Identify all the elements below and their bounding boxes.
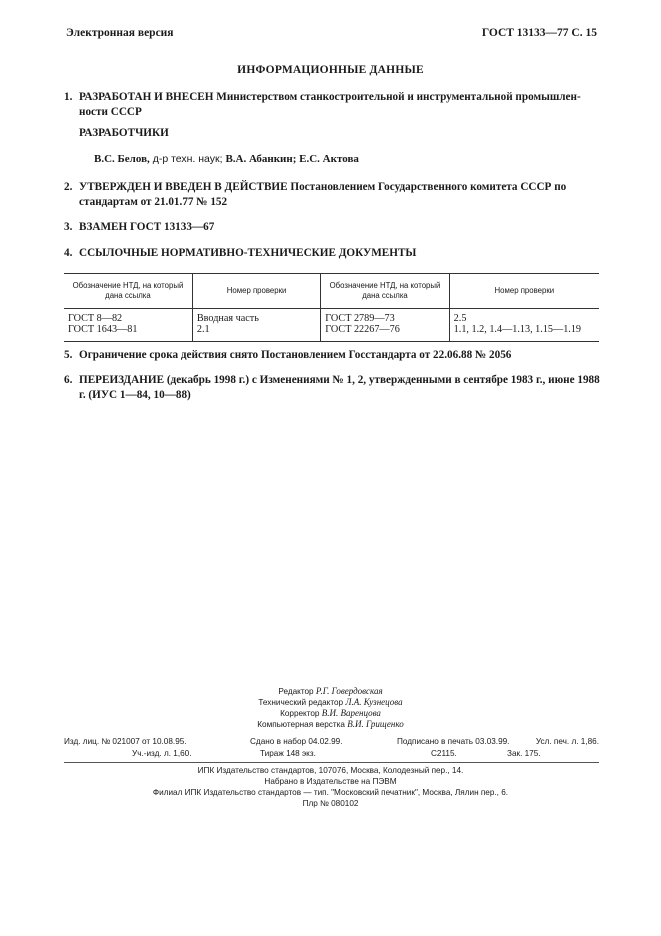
developer-name: В.С. Белов, <box>94 153 150 165</box>
publication-field: С2115. <box>431 749 457 758</box>
section-4 <box>64 246 604 261</box>
credit-label: Редактор <box>278 687 316 696</box>
credit-label: Компьютерная верстка <box>257 720 348 729</box>
publication-field: Подписано в печать 03.03.99. <box>397 737 510 746</box>
publication-field: Зак. 175. <box>507 749 541 758</box>
developers-list <box>94 153 359 165</box>
section-3 <box>64 220 604 235</box>
cell-line: 1.1, 1.2, 1.4—1.13, 1.15—1.19 <box>453 324 582 335</box>
typeset-note: Набрано в Издательстве на ПЭВМ <box>264 777 397 786</box>
section-1 <box>64 90 604 120</box>
license-number: Плр № 080102 <box>302 799 359 808</box>
section-number: 4. <box>64 247 73 259</box>
developer-names: В.А. Абанкин; Е.С. Актова <box>225 153 359 165</box>
cell-line: ГОСТ 8—82 <box>68 313 123 324</box>
cell-line: ГОСТ 1643—81 <box>68 324 138 335</box>
developer-title: д-р техн. наук; <box>149 153 226 165</box>
section-text: ПЕРЕИЗДАНИЕ (декабрь 1998 г.) с Изменениями № 1, 2, утвержденными в сентябре 1983 г., июне 1988 г. (ИУС 1—84, 10—88) <box>79 374 600 401</box>
developers-heading: РАЗРАБОТЧИКИ <box>79 127 169 139</box>
publisher-info <box>0 765 661 809</box>
table-header-cell: Обозначение НТД, на который дана ссылка <box>321 274 449 309</box>
table-row <box>64 309 599 342</box>
cell-line: Вводная часть <box>196 313 259 324</box>
credit-corrector <box>0 708 661 719</box>
printing-house: Филиал ИПК Издательство стандартов — тип. "Московский печатник", Москва, Лялин пер., 6. <box>152 788 509 797</box>
section-2 <box>64 180 604 210</box>
imprint-credits <box>0 686 661 730</box>
cell-line: ГОСТ 22267—76 <box>325 324 400 335</box>
header-standard-page: ГОСТ 13133—77 С. 15 <box>481 27 597 39</box>
publication-field: Тираж 148 экз. <box>260 749 316 758</box>
section-text: РАЗРАБОТАН И ВНЕСЕН Министерством станкостроительной и инструментальной промышлен-ности СССР <box>79 91 581 118</box>
section-number: 5. <box>64 349 73 361</box>
cell-line: 2.1 <box>196 324 210 335</box>
credit-layout <box>0 719 661 730</box>
section-text: УТВЕРЖДЕН И ВВЕДЕН В ДЕЙСТВИЕ Постановлением Государственного комитета СССР по стандартам от 21.01.77 № 152 <box>79 181 567 208</box>
section-text: ССЫЛОЧНЫЕ НОРМАТИВНО-ТЕХНИЧЕСКИЕ ДОКУМЕНТЫ <box>79 247 417 259</box>
credit-label: Технический редактор <box>258 698 346 707</box>
references-table <box>64 273 599 342</box>
table-cell <box>449 309 599 342</box>
credit-person: В.И. Грищенко <box>347 719 404 729</box>
imprint-divider <box>64 762 599 763</box>
section-text: ВЗАМЕН ГОСТ 13133—67 <box>79 221 215 233</box>
section-number: 6. <box>64 374 73 386</box>
publication-field: Сдано в набор 04.02.99. <box>250 737 343 746</box>
credit-person: Р.Г. Говердовская <box>315 686 383 696</box>
table-header-row <box>64 274 599 309</box>
section-number: 2. <box>64 181 73 193</box>
credit-person: Л.А. Кузнецова <box>345 697 403 707</box>
credit-tech-editor <box>0 697 661 708</box>
section-number: 3. <box>64 221 73 233</box>
table-header-cell: Номер проверки <box>449 274 599 309</box>
table-header-cell: Обозначение НТД, на который дана ссылка <box>64 274 192 309</box>
page-title: ИНФОРМАЦИОННЫЕ ДАННЫЕ <box>237 64 424 76</box>
table-cell <box>192 309 320 342</box>
credit-person: В.И. Варенцова <box>321 708 381 718</box>
cell-line: 2.5 <box>453 313 467 324</box>
table-cell <box>321 309 449 342</box>
section-5 <box>64 348 604 363</box>
header-edition-label: Электронная версия <box>66 27 174 39</box>
table-cell <box>64 309 192 342</box>
cell-line: ГОСТ 2789—73 <box>325 313 395 324</box>
publication-field: Изд. лиц. № 021007 от 10.08.95. <box>64 737 187 746</box>
credit-editor <box>0 686 661 697</box>
publication-field: Уч.-изд. л. 1,60. <box>132 749 192 758</box>
publisher-address: ИПК Издательство стандартов, 107076, Москва, Колодезный пер., 14. <box>197 766 464 775</box>
section-text: Ограничение срока действия снято Постановлением Госстандарта от 22.06.88 № 2056 <box>79 349 512 361</box>
publication-field: Усл. печ. л. 1,86. <box>535 737 599 746</box>
credit-label: Корректор <box>280 709 322 718</box>
table-header-cell: Номер проверки <box>192 274 320 309</box>
section-6 <box>64 373 604 403</box>
section-number: 1. <box>64 91 73 103</box>
